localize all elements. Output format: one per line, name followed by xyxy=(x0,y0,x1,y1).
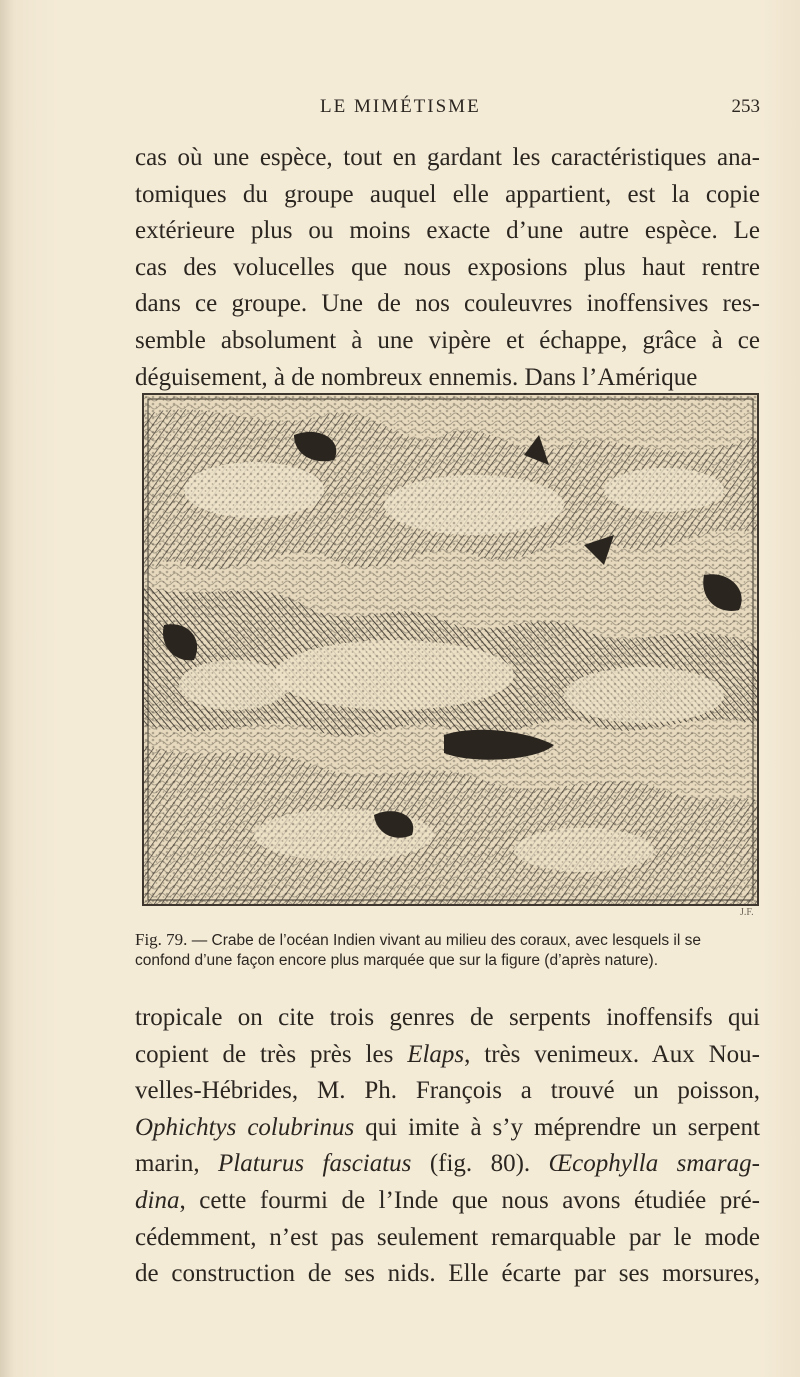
species-name-platurus: Platurus fasciatus xyxy=(217,1150,412,1178)
running-title: LE MIMÉTISME xyxy=(320,96,481,117)
text-line: tomiques du groupe auquel elle appartient, est la copie xyxy=(135,180,760,208)
species-name-oecophylla-cont: dina xyxy=(135,1186,180,1214)
figure-caption xyxy=(135,930,760,971)
text-line: cas où une espèce, tout en gardant les caractéristiques ana- xyxy=(135,144,760,171)
text-span: , très venimeux. Aux Nou- xyxy=(464,1040,760,1068)
text-line xyxy=(135,1110,760,1147)
page-header xyxy=(135,96,760,126)
text-line: cédemment, n’est pas seulement remarquable par le mode xyxy=(135,1223,760,1251)
engraver-signature: J.F. xyxy=(740,907,754,918)
species-name-ophichtys: Ophichtys colubrinus xyxy=(135,1113,355,1141)
text-span: , cette fourmi de l’Inde que nous avons étudiée pré- xyxy=(179,1186,760,1214)
text-span: copient de très près les xyxy=(135,1040,408,1068)
page-number: 253 xyxy=(731,96,760,117)
text-line: extérieure plus ou moins exacte d’une autre espèce. Le xyxy=(135,217,760,245)
figure-engraving-crab-corals xyxy=(142,393,759,906)
text-line: cas des volucelles que nous exposions plus haut rentre xyxy=(135,253,760,281)
caption-text-1: — Crabe de l’océan Indien vivant au milieu des coraux, avec lesquels il se xyxy=(191,932,701,949)
text-line xyxy=(135,1037,760,1074)
genus-name-elaps: Elaps xyxy=(407,1040,465,1068)
text-line: tropicale on cite trois genres de serpents inoffensifs qui xyxy=(135,1004,760,1031)
text-line: dans ce groupe. Une de nos couleuvres inoffensives res- xyxy=(135,290,760,318)
text-span: marin, xyxy=(135,1150,218,1178)
paragraph-bottom xyxy=(135,1000,760,1293)
coral-engraving-illustration xyxy=(144,395,757,904)
text-line: de construction de ses nids. Elle écarte par ses morsures, xyxy=(135,1260,760,1288)
text-span: qui imite à s’y méprendre un serpent xyxy=(354,1113,760,1141)
text-line: velles-Hébrides, M. Ph. François a trouvé un poisson, xyxy=(135,1077,760,1105)
text-line xyxy=(135,1183,760,1220)
paragraph-top xyxy=(135,140,760,396)
figure-label: Fig. 79. xyxy=(135,930,188,949)
species-name-oecophylla: Œcophylla smarag- xyxy=(548,1150,760,1178)
text-span: (fig. 80). xyxy=(411,1150,549,1178)
text-line xyxy=(135,1146,760,1183)
text-line: semble absolument à une vipère et échappe, grâce à ce xyxy=(135,326,760,354)
caption-line-1 xyxy=(135,930,760,951)
caption-line-2: confond d’une façon encore plus marquée que sur la figure (d’après nature). xyxy=(135,952,659,969)
text-line: déguisement, à de nombreux ennemis. Dans l’Amérique xyxy=(135,363,698,391)
